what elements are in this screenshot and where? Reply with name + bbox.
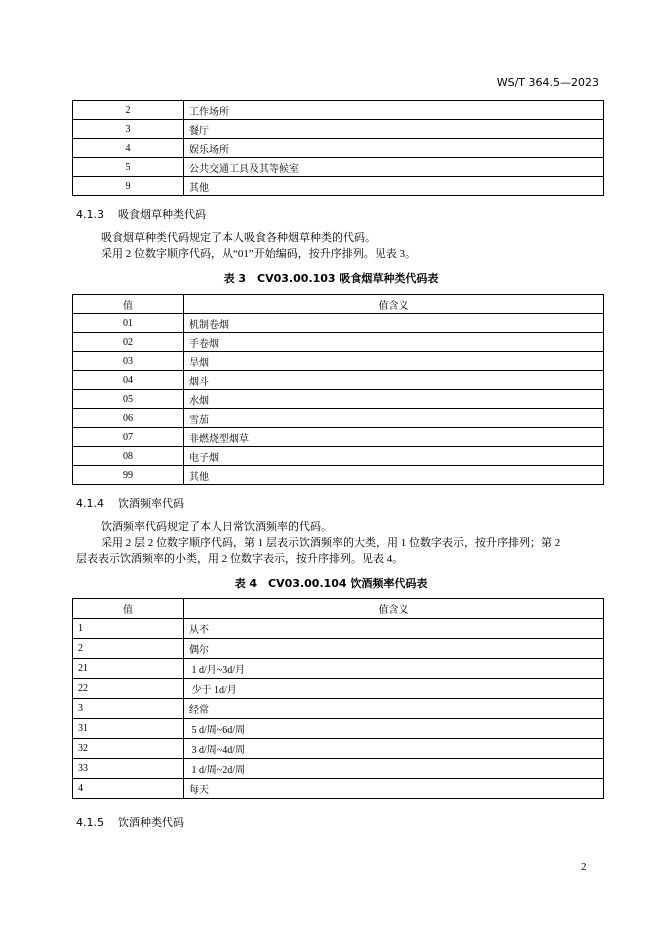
cell-code: 07 <box>73 428 184 447</box>
table-row <box>73 177 604 196</box>
cell-code: 2 <box>73 101 184 120</box>
cell-meaning: 1 d/月~3d/月 <box>184 659 604 679</box>
paragraph: 采用 2 位数字顺序代码，从“01”开始编码，按升序排列。见表 3。 <box>101 248 417 260</box>
table4-caption: 表 4 CV03.00.104 饮酒频率代码表 <box>234 577 428 590</box>
cell-code: 33 <box>73 759 184 779</box>
cell-meaning: 娱乐场所 <box>184 139 604 158</box>
cell-code: 06 <box>73 409 184 428</box>
table-row <box>73 390 604 409</box>
section-number: 4.1.5 <box>76 816 104 829</box>
table-row <box>73 333 604 352</box>
cell-code: 31 <box>73 719 184 739</box>
table3 <box>72 294 604 485</box>
cell-meaning: 电子烟 <box>184 447 604 466</box>
section-4-1-4-heading <box>76 495 184 511</box>
paragraph: 吸食烟草种类代码规定了本人吸食各种烟草种类的代码。 <box>101 232 376 244</box>
cell-code: 08 <box>73 447 184 466</box>
table-row <box>73 739 604 759</box>
section-title: 饮酒频率代码 <box>118 497 184 510</box>
table-row <box>73 101 604 120</box>
section-4-1-5-heading <box>76 814 184 830</box>
paragraph: 采用 2 层 2 位数字顺序代码，第 1 层表示饮酒频率的大类，用 1 位数字表示，按升序排列；第 2 <box>101 537 561 549</box>
table-row <box>73 314 604 333</box>
table-row <box>73 699 604 719</box>
section-title: 饮酒种类代码 <box>118 816 184 829</box>
table-row <box>73 779 604 799</box>
table-row <box>73 679 604 699</box>
cell-code: 32 <box>73 739 184 759</box>
table-row <box>73 352 604 371</box>
cell-meaning: 其他 <box>184 466 604 485</box>
cell-meaning: 水烟 <box>184 390 604 409</box>
cell-meaning: 其他 <box>184 177 604 196</box>
cell-code: 22 <box>73 679 184 699</box>
section-title: 吸食烟草种类代码 <box>118 208 206 221</box>
table-row <box>73 428 604 447</box>
cell-meaning: 从不 <box>184 619 604 639</box>
table-row <box>73 759 604 779</box>
cell-code: 3 <box>73 120 184 139</box>
cell-code: 3 <box>73 699 184 719</box>
cell-meaning: 机制卷烟 <box>184 314 604 333</box>
cell-code: 21 <box>73 659 184 679</box>
cell-code: 5 <box>73 158 184 177</box>
cell-meaning: 3 d/周~4d/周 <box>184 739 604 759</box>
paragraph: 饮酒频率代码规定了本人日常饮酒频率的代码。 <box>101 521 332 533</box>
paragraph: 层表表示饮酒频率的小类，用 2 位数字表示，按升序排列。见表 4。 <box>76 553 404 565</box>
table3-header-value: 值 <box>73 295 184 314</box>
table4-header-value: 值 <box>73 599 184 619</box>
section-number: 4.1.4 <box>76 497 104 510</box>
section-number: 4.1.3 <box>76 208 104 221</box>
table-row <box>73 466 604 485</box>
table-row <box>73 371 604 390</box>
cell-code: 9 <box>73 177 184 196</box>
cell-meaning: 偶尔 <box>184 639 604 659</box>
table4-header-meaning: 值含义 <box>184 599 604 619</box>
cell-code: 04 <box>73 371 184 390</box>
cell-code: 1 <box>73 619 184 639</box>
cell-code: 4 <box>73 139 184 158</box>
cell-code: 02 <box>73 333 184 352</box>
cell-meaning: 旱烟 <box>184 352 604 371</box>
cell-meaning: 公共交通工具及其等候室 <box>184 158 604 177</box>
cell-meaning: 手卷烟 <box>184 333 604 352</box>
cell-meaning: 每天 <box>184 779 604 799</box>
cell-meaning: 1 d/周~2d/周 <box>184 759 604 779</box>
document-id: WS/T 364.5—2023 <box>496 76 599 89</box>
cell-code: 05 <box>73 390 184 409</box>
table3-header-meaning: 值含义 <box>184 295 604 314</box>
table-row <box>73 659 604 679</box>
table-row <box>73 139 604 158</box>
table-row <box>73 619 604 639</box>
cell-code: 2 <box>73 639 184 659</box>
cell-code: 99 <box>73 466 184 485</box>
table-row <box>73 719 604 739</box>
table-row <box>73 120 604 139</box>
table-continued <box>72 100 604 196</box>
cell-meaning: 少于 1d/月 <box>184 679 604 699</box>
table-row <box>73 639 604 659</box>
table-row <box>73 409 604 428</box>
cell-meaning: 工作场所 <box>184 101 604 120</box>
table4 <box>72 598 604 799</box>
page-number: 2 <box>581 861 587 873</box>
cell-meaning: 非燃烧型烟草 <box>184 428 604 447</box>
cell-meaning: 经常 <box>184 699 604 719</box>
section-4-1-3-heading <box>76 206 206 222</box>
cell-meaning: 5 d/周~6d/周 <box>184 719 604 739</box>
table-row <box>73 447 604 466</box>
cell-meaning: 烟斗 <box>184 371 604 390</box>
cell-code: 4 <box>73 779 184 799</box>
cell-code: 03 <box>73 352 184 371</box>
cell-code: 01 <box>73 314 184 333</box>
table3-caption: 表 3 CV03.00.103 吸食烟草种类代码表 <box>223 272 439 285</box>
cell-meaning: 餐厅 <box>184 120 604 139</box>
cell-meaning: 雪茄 <box>184 409 604 428</box>
table-row <box>73 158 604 177</box>
